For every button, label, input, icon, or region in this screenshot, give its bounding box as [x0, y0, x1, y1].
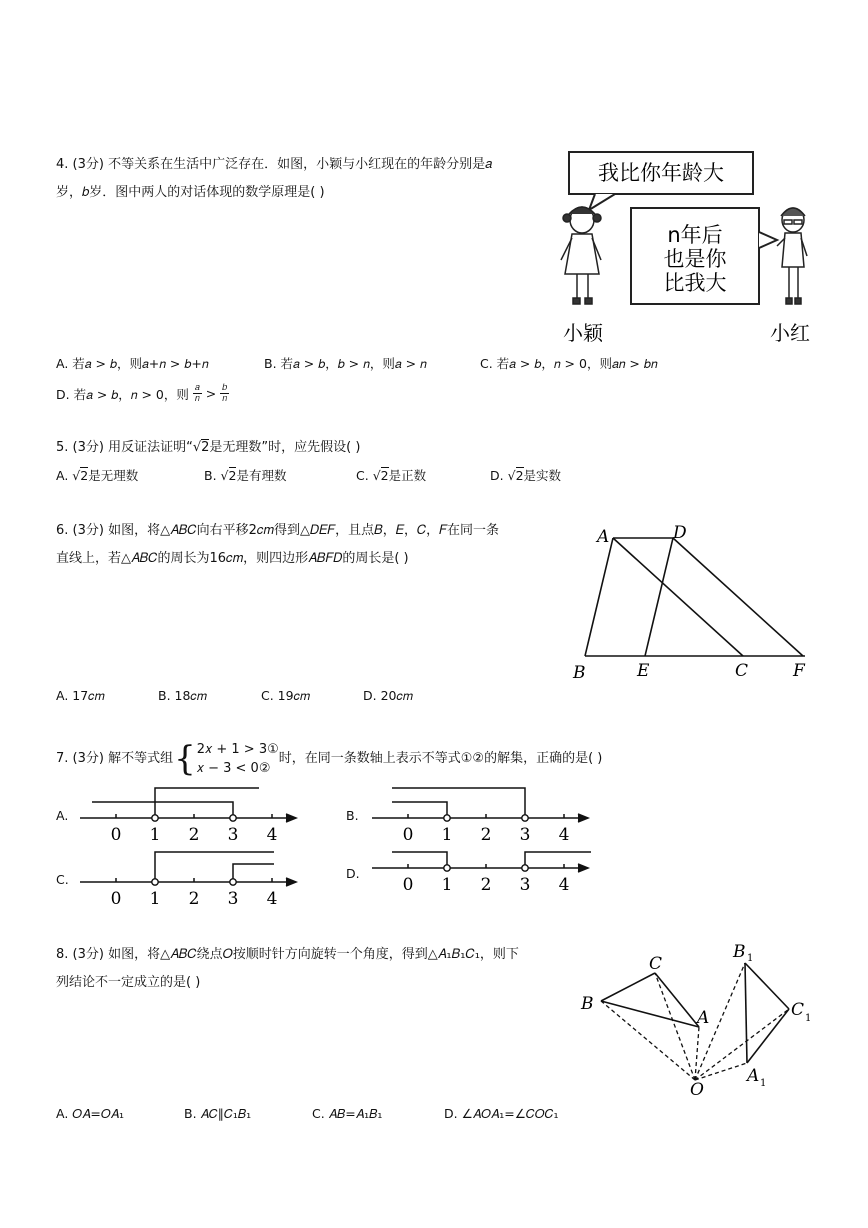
q8-stem-line2: 列结论不一定成立的是( ): [56, 975, 201, 990]
tick-2: 2: [188, 889, 200, 908]
q8-figure-svg: [575, 935, 815, 1100]
tick-4: 4: [266, 889, 278, 908]
q4-bubble1-text: 我比你年龄大: [598, 161, 724, 185]
q7-option-d-numberline[interactable]: [366, 838, 606, 898]
frac2-num: 𝑏: [222, 383, 228, 393]
q7-option-a-label[interactable]: A.: [56, 808, 69, 823]
tick-2: 2: [480, 875, 492, 895]
numberline-a-svg: [74, 784, 314, 844]
q6-stem-line1: 6. (3分) 如图，将△𝐴𝐵𝐶向右平移2𝑐𝑚得到△𝐷𝐸𝐹，且点𝐵，𝐸，𝐶，𝐹在同一条: [56, 523, 499, 538]
q4-dialog-illustration: [555, 148, 815, 348]
segment-b1c1: [745, 963, 789, 1009]
tick-3: 3: [227, 889, 239, 908]
q5-option-c-letter: C.: [356, 468, 369, 483]
q4-name-left: 小颖: [563, 321, 603, 345]
q5-option-b-radicand: 2: [228, 468, 237, 483]
brace-icon: {: [174, 739, 196, 779]
tick-3: 3: [519, 875, 531, 895]
q4-option-d-text: D. 若𝑎 > 𝑏，𝑛 > 0，则: [56, 386, 189, 402]
tick-4: 4: [558, 875, 570, 895]
q8-rotation-figure: [575, 935, 815, 1100]
segment-ba: [601, 1001, 699, 1027]
q7-inequality-system: [197, 740, 279, 778]
q4-option-a[interactable]: A. 若𝑎 > 𝑏，则𝑎+𝑛 > 𝑏+𝑛: [56, 356, 209, 371]
q6-translation-figure: [565, 518, 815, 684]
q8-option-b[interactable]: B. 𝐴𝐶∥𝐶₁𝐵₁: [184, 1106, 252, 1121]
label-a: A: [597, 527, 610, 547]
label-e: E: [637, 661, 650, 681]
q6-stem-line2: 直线上，若△𝐴𝐵𝐶的周长为16𝑐𝑚，则四边形𝐴𝐵𝐹𝐷的周长是( ): [56, 551, 409, 566]
sqrt-sign: √: [372, 468, 381, 483]
segment-de: [645, 538, 673, 656]
q6-figure-svg: [565, 518, 815, 684]
q7-stem-post: 时，在同一条数轴上表示不等式①②的解集，正确的是( ): [278, 751, 603, 766]
q5-stem-post: 是无理数”时，应先假设( ): [209, 440, 361, 455]
segment-ac: [613, 538, 743, 656]
tick-0: 0: [402, 875, 414, 895]
q4-option-d-gt: >: [205, 386, 217, 401]
tick-2: 2: [480, 825, 492, 844]
numberline-c-svg: [74, 848, 314, 908]
q4-bubble2-l2: 也是你: [663, 247, 727, 271]
tick-4: 4: [266, 825, 278, 844]
q4-option-c[interactable]: C. 若𝑎 > 𝑏，𝑛 > 0，则𝑎𝑛 > 𝑏𝑛: [480, 356, 658, 371]
label-d: D: [673, 523, 687, 543]
label-c: C: [735, 661, 749, 681]
q7-option-b-label[interactable]: B.: [346, 808, 359, 823]
label-o: O: [690, 1080, 704, 1100]
q8-option-d[interactable]: D. ∠𝐴𝑂𝐴₁=∠𝐶𝑂𝐶₁: [444, 1106, 559, 1121]
q5-option-d-letter: D.: [490, 468, 504, 483]
q7-stem-pre: 7. (3分) 解不等式组: [56, 751, 174, 766]
q7-option-d-label[interactable]: D.: [346, 866, 360, 881]
q4-dialog-svg: [555, 148, 815, 348]
q8-option-a[interactable]: A. 𝑂𝐴=𝑂𝐴₁: [56, 1106, 125, 1121]
label-c1-sub: 1: [805, 1013, 812, 1024]
q5-option-d[interactable]: [490, 466, 561, 484]
q8-option-c[interactable]: C. 𝐴𝐵=𝐴₁𝐵₁: [312, 1106, 383, 1121]
q5-option-a[interactable]: [56, 466, 138, 484]
q5-option-b-text: 是有理数: [236, 468, 287, 483]
q7-option-c-numberline[interactable]: [74, 848, 314, 908]
frac1-num: 𝑎: [194, 383, 200, 393]
label-a1-sub: 1: [760, 1078, 767, 1089]
sqrt-sign: √: [220, 468, 229, 483]
label-b: B: [581, 994, 594, 1014]
q4-stem-line1: 4. (3分) 不等关系在生活中广泛存在．如图，小颖与小红现在的年龄分别是𝑎: [56, 157, 493, 172]
q5-option-c-text: 是正数: [388, 468, 427, 483]
q4-option-d[interactable]: [56, 383, 229, 404]
label-a1: A: [747, 1066, 760, 1086]
tick-1: 1: [441, 825, 453, 844]
q7-option-c-label[interactable]: C.: [56, 872, 69, 887]
tick-4: 4: [558, 825, 570, 844]
q5-option-d-radicand: 2: [515, 468, 524, 483]
q5-option-b-letter: B.: [204, 468, 217, 483]
label-b1-sub: 1: [747, 953, 754, 964]
numberline-b-svg: [366, 784, 606, 844]
tick-1: 1: [149, 825, 161, 844]
tick-1: 1: [149, 889, 161, 908]
tick-3: 3: [519, 825, 531, 844]
q4-option-b[interactable]: B. 若𝑎 > 𝑏，𝑏 > 𝑛，则𝑎 > 𝑛: [264, 356, 427, 371]
tick-0: 0: [402, 825, 414, 844]
q4-name-right: 小红: [770, 321, 810, 345]
girl-left-figure: [561, 207, 601, 304]
segment-df: [673, 538, 803, 656]
q6-option-b[interactable]: B. 18𝑐𝑚: [158, 688, 207, 703]
frac2-den: 𝑛: [222, 394, 228, 404]
q5-option-d-text: 是实数: [523, 468, 562, 483]
label-b: B: [573, 663, 586, 683]
q5-option-a-text: 是无理数: [88, 468, 139, 483]
q6-option-d[interactable]: D. 20𝑐𝑚: [363, 688, 413, 703]
segment-ab: [585, 538, 613, 656]
tick-1: 1: [441, 875, 453, 895]
segment-bc: [601, 973, 655, 1001]
label-a: A: [697, 1008, 710, 1028]
sqrt-sign: √: [192, 440, 202, 455]
q7-option-b-numberline[interactable]: [366, 784, 606, 844]
q4-bubble2-l1: n年后: [667, 223, 723, 247]
q5-option-b[interactable]: [204, 466, 286, 484]
frac1-den: 𝑛: [194, 394, 200, 404]
q4-option-d-frac2: [220, 383, 229, 404]
q6-option-c[interactable]: C. 19𝑐𝑚: [261, 688, 311, 703]
girl-right-figure: [777, 208, 807, 304]
segment-b1a1: [745, 963, 747, 1063]
sqrt-sign: √: [507, 468, 516, 483]
q5-option-c[interactable]: [356, 466, 426, 484]
q7-option-a-numberline[interactable]: [74, 784, 314, 844]
q4-bubble2-l3: 比我大: [663, 271, 727, 295]
label-c: C: [649, 954, 663, 974]
tick-2: 2: [188, 825, 200, 844]
segment-ca: [655, 973, 699, 1027]
q5-option-a-radicand: 2: [80, 468, 89, 483]
label-c1: C: [791, 1000, 805, 1020]
tick-0: 0: [110, 825, 122, 844]
tick-0: 0: [110, 889, 122, 908]
q5-stem-pre: 5. (3分) 用反证法证明“: [56, 440, 193, 455]
sqrt-sign: √: [72, 468, 81, 483]
q5-option-a-letter: A.: [56, 468, 69, 483]
q8-stem-line1: 8. (3分) 如图，将△𝐴𝐵𝐶绕点𝑂按顺时针方向旋转一个角度，得到△𝐴₁𝐵₁𝐶₁，则下: [56, 947, 519, 962]
q5-stem-radicand: 2: [201, 440, 210, 455]
label-b1: B: [733, 942, 746, 962]
q4-stem-line2: 岁，𝑏岁．图中两人的对话体现的数学原理是( ): [56, 185, 325, 200]
label-f: F: [793, 661, 805, 681]
tick-3: 3: [227, 825, 239, 844]
q6-option-a[interactable]: A. 17𝑐𝑚: [56, 688, 105, 703]
q5-stem: [56, 435, 360, 461]
q7-inequality-1: 2𝑥 + 1 > 3①: [196, 742, 279, 757]
q4-option-d-frac1: [193, 383, 202, 404]
q5-option-c-radicand: 2: [380, 468, 389, 483]
q7-stem: [56, 740, 602, 778]
numberline-d-svg: [366, 838, 606, 898]
q7-inequality-2: 𝑥 − 3 < 0②: [196, 761, 271, 776]
